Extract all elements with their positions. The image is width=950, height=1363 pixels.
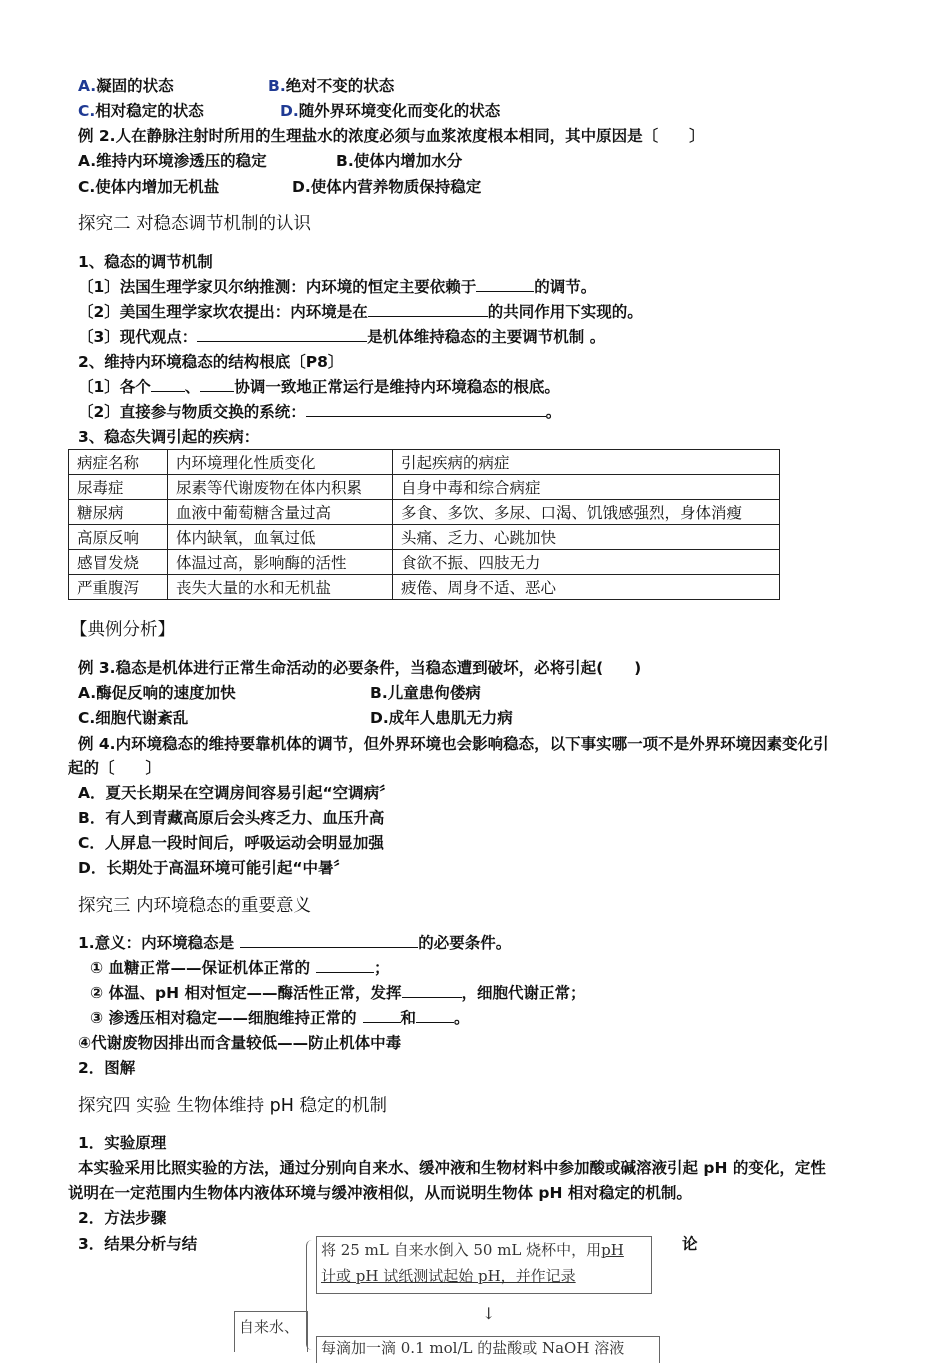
example4-option-c: C．人屏息一段时间后，呼吸运动会明显加强 bbox=[78, 834, 384, 852]
section2-item1-title: 1、稳态的调节机制 bbox=[78, 253, 213, 271]
text: 〔3〕现代观点： bbox=[78, 328, 198, 346]
down-arrow-icon: ↓ bbox=[482, 1304, 496, 1323]
section4-item1: 1．实验原理 bbox=[78, 1134, 167, 1152]
table-cell: 感冒发烧 bbox=[69, 550, 168, 575]
principle-line1: 本实验采用比照实验的方法，通过分别向自来水、缓冲液和生物材料中参加酸或碱溶液引起 pH 的变化，定性 bbox=[78, 1159, 826, 1177]
section3-subitem2 bbox=[90, 982, 586, 1004]
flow-text-part: 将 25 mL 自来水倒入 50 mL 烧杯中，用 bbox=[321, 1241, 602, 1259]
flow-text-link: 计或 pH 试纸测试起始 pH，并作记录 bbox=[321, 1267, 576, 1285]
section2-item1-1 bbox=[78, 276, 596, 298]
section3-subitem1 bbox=[90, 957, 390, 979]
section2-item1-3 bbox=[78, 326, 605, 348]
flow-text bbox=[321, 1237, 647, 1263]
text: ① 血糖正常——保证机体正常的 bbox=[90, 959, 311, 977]
table-row bbox=[69, 550, 780, 575]
text: 的必要条件。 bbox=[418, 934, 512, 952]
example3-question: 例 3.稳态是机体进行正常生命活动的必要条件，当稳态遭到破坏，必将引起( ) bbox=[78, 659, 642, 677]
fill-blank[interactable] bbox=[306, 401, 546, 417]
text: 是机体维持稳态的主要调节机制 。 bbox=[367, 328, 606, 346]
table-cell: 尿毒症 bbox=[69, 475, 168, 500]
section4-item3-tail: 论 bbox=[682, 1235, 698, 1253]
principle-line2: 说明在一定范围内生物体内液体环境与缓冲液相似，从而说明生物体 pH 相对稳定的机制。 bbox=[68, 1184, 692, 1202]
flowchart-bracket bbox=[306, 1240, 317, 1350]
text: 、 bbox=[184, 378, 201, 396]
section2-item2-1 bbox=[78, 376, 560, 398]
example3-option-c: C.细胞代谢紊乱 bbox=[78, 709, 189, 727]
section2-item1-2 bbox=[78, 301, 643, 323]
flow-text: 每滴加一滴 0.1 mol/L 的盐酸或 NaOH 溶液 bbox=[321, 1339, 625, 1357]
section2-heading: 探究二 对稳态调节机制的认识 bbox=[78, 214, 312, 234]
text: ，细胞代谢正常； bbox=[461, 984, 586, 1002]
example2-option-a: A.维持内环境渗透压的稳定 bbox=[78, 152, 267, 170]
text: 〔1〕各个 bbox=[78, 378, 151, 396]
table-cell: 尿素等代谢废物在体内积累 bbox=[168, 475, 393, 500]
section4-item3: 3．结果分析与结 bbox=[78, 1235, 198, 1253]
example3-option-b: B.儿童患佝偻病 bbox=[370, 684, 481, 702]
section2-item2-2 bbox=[78, 401, 561, 423]
table-cell: 体温过高，影响酶的活性 bbox=[168, 550, 393, 575]
flow-text: 自来水、 bbox=[239, 1318, 300, 1336]
example4-option-a: A．夏天长期呆在空调房间容易引起“空调病〞 bbox=[78, 784, 395, 802]
text: ； bbox=[374, 959, 390, 977]
table-cell: 糖尿病 bbox=[69, 500, 168, 525]
text: ③ 渗透压相对稳定——细胞维持正常的 bbox=[90, 1009, 357, 1027]
fill-blank[interactable] bbox=[363, 1007, 401, 1023]
text: 1.意义：内环境稳态是 bbox=[78, 934, 235, 952]
fill-blank[interactable] bbox=[197, 326, 367, 342]
table-cell: 食欲不振、四肢无力 bbox=[393, 550, 780, 575]
fill-blank[interactable] bbox=[402, 982, 462, 998]
table-cell: 自身中毒和综合病症 bbox=[393, 475, 780, 500]
example4-option-b: B．有人到青藏高原后会头疼乏力、血压升高 bbox=[78, 809, 385, 827]
section3-item2: 2．图解 bbox=[78, 1059, 136, 1077]
option-letter: D. bbox=[280, 102, 299, 120]
table-cell: 高原反响 bbox=[69, 525, 168, 550]
section2-item2-title: 2、维持内环境稳态的结构根底〔P8〕 bbox=[78, 353, 344, 371]
text: 协调一致地正常运行是维持内环境稳态的根底。 bbox=[234, 378, 560, 396]
text: 的共同作用下实现的。 bbox=[487, 303, 643, 321]
example4-question-line2: 起的〔 〕 bbox=[68, 759, 162, 777]
section3-subitem4: ④代谢废物因排出而含量较低——防止机体中毒 bbox=[78, 1034, 402, 1052]
table-cell: 丧失大量的水和无机盐 bbox=[168, 575, 393, 600]
text: ② 体温、pH 相对恒定——酶活性正常，发挥 bbox=[90, 984, 402, 1002]
fill-blank[interactable] bbox=[316, 957, 374, 973]
example2-option-c: C.使体内增加无机盐 bbox=[78, 178, 220, 196]
table-row bbox=[69, 575, 780, 600]
text: 。 bbox=[545, 403, 562, 421]
section4-item2: 2．方法步骤 bbox=[78, 1209, 167, 1227]
table-row bbox=[69, 475, 780, 500]
example2-option-d: D.使体内营养物质保持稳定 bbox=[292, 178, 482, 196]
fill-blank[interactable] bbox=[151, 376, 185, 392]
table-row bbox=[69, 525, 780, 550]
example2-option-b: B.使体内增加水分 bbox=[336, 152, 463, 170]
option-letter: A. bbox=[78, 77, 97, 95]
option-letter: B. bbox=[268, 77, 286, 95]
text: 。 bbox=[454, 1009, 470, 1027]
option-text: 相对稳定的状态 bbox=[95, 102, 204, 120]
fill-blank[interactable] bbox=[476, 276, 534, 292]
table-cell: 严重腹泻 bbox=[69, 575, 168, 600]
section3-item1 bbox=[78, 932, 511, 954]
fill-blank[interactable] bbox=[416, 1007, 454, 1023]
example1-option-c bbox=[78, 100, 204, 122]
example4-question-line1: 例 4.内环境稳态的维持要靠机体的调节，但外界环境也会影响稳态，以下事实哪一项不是外界环境因素变化引 bbox=[78, 735, 829, 753]
table-cell: 血液中葡萄糖含量过高 bbox=[168, 500, 393, 525]
fill-blank[interactable] bbox=[240, 932, 418, 948]
table-header-cell: 内环境理化性质变化 bbox=[168, 450, 393, 475]
disease-table bbox=[68, 449, 780, 600]
example3-option-a: A.酶促反响的速度加快 bbox=[78, 684, 236, 702]
option-text: 随外界环境变化而变化的状态 bbox=[298, 102, 501, 120]
example1-option-b bbox=[268, 75, 394, 97]
section3-heading: 探究三 内环境稳态的重要意义 bbox=[78, 896, 312, 916]
table-cell: 多食、多饮、多尿、口渴、饥饿感强烈，身体消瘦 bbox=[393, 500, 780, 525]
table-header-cell: 引起疾病的病症 bbox=[393, 450, 780, 475]
text: 〔2〕美国生理学家坎农提出：内环境是在 bbox=[78, 303, 368, 321]
text: 和 bbox=[400, 1009, 417, 1027]
option-text: 凝固的状态 bbox=[96, 77, 174, 95]
flow-text-link: pH bbox=[601, 1241, 624, 1259]
example1-option-d bbox=[280, 100, 500, 122]
table-cell: 疲倦、周身不适、恶心 bbox=[393, 575, 780, 600]
table-cell: 体内缺氧，血氧过低 bbox=[168, 525, 393, 550]
section4-heading: 探究四 实验 生物体维持 pH 稳定的机制 bbox=[78, 1096, 388, 1116]
fill-blank[interactable] bbox=[368, 301, 488, 317]
table-header-row bbox=[69, 450, 780, 475]
example1-option-a bbox=[78, 75, 174, 97]
example2-question: 例 2.人在静脉注射时所用的生理盐水的浓度必须与血浆浓度根本相同，其中原因是〔 〕 bbox=[78, 127, 705, 145]
flowchart-side-box bbox=[234, 1311, 308, 1352]
text: 〔2〕直接参与物质交换的系统： bbox=[78, 403, 306, 421]
example3-option-d: D.成年人患肌无力病 bbox=[370, 709, 513, 727]
example4-option-d: D．长期处于高温环境可能引起“中暑〞 bbox=[78, 859, 350, 877]
fill-blank[interactable] bbox=[200, 376, 234, 392]
table-header-cell: 病症名称 bbox=[69, 450, 168, 475]
section2-item3-title: 3、稳态失调引起的疾病： bbox=[78, 428, 260, 446]
text: 的调节。 bbox=[534, 278, 597, 296]
table-cell: 头痛、乏力、心跳加快 bbox=[393, 525, 780, 550]
text: 〔1〕法国生理学家贝尔纳推测：内环境的恒定主要依赖于 bbox=[78, 278, 477, 296]
section3-subitem3 bbox=[90, 1007, 470, 1029]
examples-heading: 【典例分析】 bbox=[70, 620, 175, 640]
flowchart-step2-box bbox=[316, 1336, 660, 1363]
option-text: 绝对不变的状态 bbox=[285, 77, 395, 95]
table-row bbox=[69, 500, 780, 525]
flowchart-step1-box bbox=[316, 1236, 652, 1294]
option-letter: C. bbox=[78, 102, 96, 120]
